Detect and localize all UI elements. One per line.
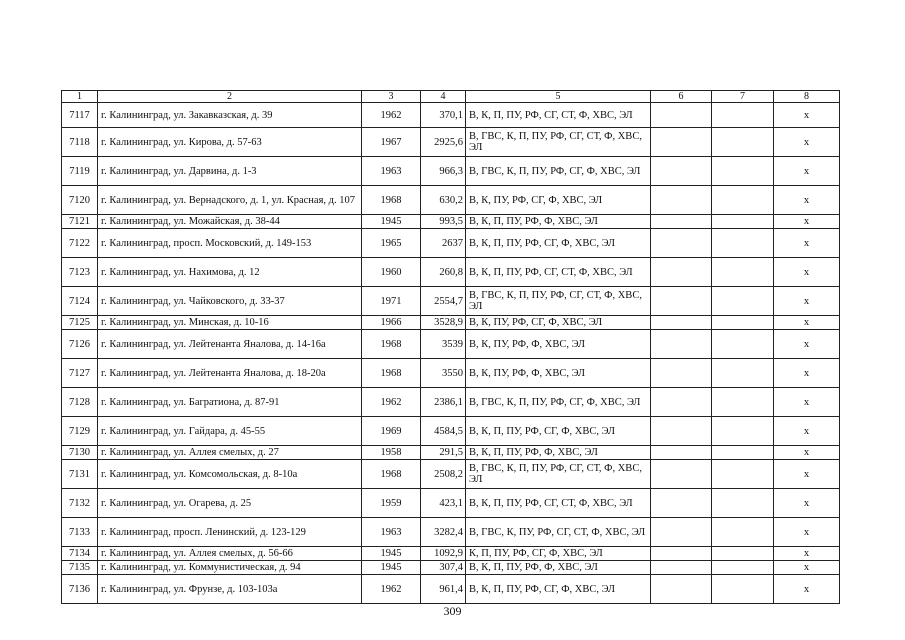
- address-cell: г. Калининград, ул. Вернадского, д. 1, ул. Красная, д. 107: [98, 186, 362, 215]
- column-7-cell: [712, 359, 774, 388]
- table-row: [62, 229, 840, 258]
- table-row: [62, 258, 840, 287]
- utilities-cell: В, К, ПУ, РФ, СГ, Ф, ХВС, ЭЛ: [466, 186, 651, 215]
- address-cell: г. Калининград, ул. Комсомольская, д. 8-10а: [98, 460, 362, 489]
- column-7-cell: [712, 229, 774, 258]
- utilities-cell: В, К, ПУ, РФ, СГ, Ф, ХВС, ЭЛ: [466, 316, 651, 330]
- column-6-cell: [651, 103, 712, 128]
- mark-cell: х: [774, 229, 840, 258]
- column-7-cell: [712, 575, 774, 604]
- year-cell: 1967: [362, 128, 421, 157]
- table-row: [62, 186, 840, 215]
- address-cell: г. Калининград, ул. Минская, д. 10-16: [98, 316, 362, 330]
- mark-cell: х: [774, 359, 840, 388]
- year-cell: 1969: [362, 417, 421, 446]
- column-7-cell: [712, 460, 774, 489]
- year-cell: 1962: [362, 103, 421, 128]
- utilities-cell: В, ГВС, К, П, ПУ, РФ, СГ, Ф, ХВС, ЭЛ: [466, 157, 651, 186]
- utilities-cell: В, К, ПУ, РФ, Ф, ХВС, ЭЛ: [466, 330, 651, 359]
- mark-cell: х: [774, 258, 840, 287]
- area-cell: 2925,6: [421, 128, 466, 157]
- year-cell: 1968: [362, 460, 421, 489]
- table-row: [62, 489, 840, 518]
- row-number: 7121: [62, 215, 98, 229]
- area-cell: 3282,4: [421, 518, 466, 547]
- utilities-cell: В, К, ПУ, РФ, Ф, ХВС, ЭЛ: [466, 359, 651, 388]
- page-number: 309: [443, 604, 462, 618]
- year-cell: 1968: [362, 359, 421, 388]
- row-number: 7135: [62, 561, 98, 575]
- mark-cell: х: [774, 518, 840, 547]
- year-cell: 1963: [362, 518, 421, 547]
- header-col-8: 8: [774, 91, 840, 103]
- address-cell: г. Калининград, ул. Огарева, д. 25: [98, 489, 362, 518]
- area-cell: 2637: [421, 229, 466, 258]
- column-6-cell: [651, 157, 712, 186]
- mark-cell: х: [774, 287, 840, 316]
- area-cell: 2554,7: [421, 287, 466, 316]
- header-row: [62, 91, 840, 103]
- utilities-cell: В, К, П, ПУ, РФ, СГ, СТ, Ф, ХВС, ЭЛ: [466, 258, 651, 287]
- area-cell: 3528,9: [421, 316, 466, 330]
- column-6-cell: [651, 287, 712, 316]
- row-number: 7122: [62, 229, 98, 258]
- address-cell: г. Калининград, ул. Закавказская, д. 39: [98, 103, 362, 128]
- area-cell: 307,4: [421, 561, 466, 575]
- address-cell: г. Калининград, ул. Фрунзе, д. 103-103а: [98, 575, 362, 604]
- column-7-cell: [712, 186, 774, 215]
- column-7-cell: [712, 518, 774, 547]
- column-7-cell: [712, 128, 774, 157]
- year-cell: 1945: [362, 215, 421, 229]
- table-row: [62, 561, 840, 575]
- area-cell: 966,3: [421, 157, 466, 186]
- column-6-cell: [651, 258, 712, 287]
- table-row: [62, 446, 840, 460]
- address-cell: г. Калининград, ул. Нахимова, д. 12: [98, 258, 362, 287]
- row-number: 7128: [62, 388, 98, 417]
- column-6-cell: [651, 316, 712, 330]
- address-cell: г. Калининград, ул. Багратиона, д. 87-91: [98, 388, 362, 417]
- address-cell: г. Калининград, ул. Коммунистическая, д. 94: [98, 561, 362, 575]
- column-6-cell: [651, 330, 712, 359]
- table-row: [62, 575, 840, 604]
- mark-cell: х: [774, 489, 840, 518]
- utilities-cell: В, К, П, ПУ, РФ, СГ, Ф, ХВС, ЭЛ: [466, 229, 651, 258]
- mark-cell: х: [774, 103, 840, 128]
- mark-cell: х: [774, 417, 840, 446]
- row-number: 7117: [62, 103, 98, 128]
- column-6-cell: [651, 575, 712, 604]
- year-cell: 1966: [362, 316, 421, 330]
- area-cell: 3539: [421, 330, 466, 359]
- column-6-cell: [651, 388, 712, 417]
- table-row: [62, 547, 840, 561]
- row-number: 7136: [62, 575, 98, 604]
- area-cell: 993,5: [421, 215, 466, 229]
- row-number: 7119: [62, 157, 98, 186]
- column-6-cell: [651, 186, 712, 215]
- area-cell: 423,1: [421, 489, 466, 518]
- row-number: 7131: [62, 460, 98, 489]
- area-cell: 260,8: [421, 258, 466, 287]
- year-cell: 1971: [362, 287, 421, 316]
- utilities-cell: К, П, ПУ, РФ, СГ, Ф, ХВС, ЭЛ: [466, 547, 651, 561]
- mark-cell: х: [774, 388, 840, 417]
- column-6-cell: [651, 460, 712, 489]
- column-6-cell: [651, 446, 712, 460]
- table-row: [62, 157, 840, 186]
- mark-cell: х: [774, 316, 840, 330]
- area-cell: 291,5: [421, 446, 466, 460]
- year-cell: 1962: [362, 388, 421, 417]
- area-cell: 1092,9: [421, 547, 466, 561]
- table-row: [62, 417, 840, 446]
- column-7-cell: [712, 316, 774, 330]
- column-6-cell: [651, 547, 712, 561]
- utilities-cell: В, ГВС, К, П, ПУ, РФ, СГ, Ф, ХВС, ЭЛ: [466, 388, 651, 417]
- address-cell: г. Калининград, ул. Кирова, д. 57-63: [98, 128, 362, 157]
- column-7-cell: [712, 446, 774, 460]
- header-col-2: 2: [98, 91, 362, 103]
- row-number: 7124: [62, 287, 98, 316]
- utilities-cell: В, К, П, ПУ, РФ, СГ, СТ, Ф, ХВС, ЭЛ: [466, 103, 651, 128]
- area-cell: 2386,1: [421, 388, 466, 417]
- utilities-cell: В, К, П, ПУ, РФ, Ф, ХВС, ЭЛ: [466, 446, 651, 460]
- table-row: [62, 330, 840, 359]
- column-7-cell: [712, 417, 774, 446]
- table-row: [62, 460, 840, 489]
- column-6-cell: [651, 229, 712, 258]
- year-cell: 1963: [362, 157, 421, 186]
- row-number: 7133: [62, 518, 98, 547]
- year-cell: 1962: [362, 575, 421, 604]
- utilities-cell: В, К, П, ПУ, РФ, Ф, ХВС, ЭЛ: [466, 215, 651, 229]
- column-7-cell: [712, 215, 774, 229]
- table-row: [62, 103, 840, 128]
- year-cell: 1960: [362, 258, 421, 287]
- column-7-cell: [712, 103, 774, 128]
- table-row: [62, 215, 840, 229]
- table-row: [62, 359, 840, 388]
- utilities-cell: В, К, П, ПУ, РФ, СГ, Ф, ХВС, ЭЛ: [466, 417, 651, 446]
- housing-table: [61, 90, 840, 604]
- column-6-cell: [651, 128, 712, 157]
- column-6-cell: [651, 359, 712, 388]
- table-row: [62, 316, 840, 330]
- address-cell: г. Калининград, ул. Чайковского, д. 33-37: [98, 287, 362, 316]
- row-number: 7118: [62, 128, 98, 157]
- address-cell: г. Калининград, ул. Дарвина, д. 1-3: [98, 157, 362, 186]
- area-cell: 630,2: [421, 186, 466, 215]
- mark-cell: х: [774, 547, 840, 561]
- row-number: 7130: [62, 446, 98, 460]
- utilities-cell: В, К, П, ПУ, РФ, СГ, СТ, Ф, ХВС, ЭЛ: [466, 489, 651, 518]
- year-cell: 1958: [362, 446, 421, 460]
- utilities-cell: В, ГВС, К, П, ПУ, РФ, СГ, СТ, Ф, ХВС, ЭЛ: [466, 128, 651, 157]
- mark-cell: х: [774, 446, 840, 460]
- row-number: 7134: [62, 547, 98, 561]
- address-cell: г. Калининград, ул. Аллея смелых, д. 56-66: [98, 547, 362, 561]
- row-number: 7120: [62, 186, 98, 215]
- header-col-6: 6: [651, 91, 712, 103]
- row-number: 7127: [62, 359, 98, 388]
- header-col-5: 5: [466, 91, 651, 103]
- area-cell: 2508,2: [421, 460, 466, 489]
- table-row: [62, 128, 840, 157]
- column-7-cell: [712, 489, 774, 518]
- year-cell: 1945: [362, 547, 421, 561]
- area-cell: 961,4: [421, 575, 466, 604]
- table-row: [62, 518, 840, 547]
- header-col-4: 4: [421, 91, 466, 103]
- column-7-cell: [712, 388, 774, 417]
- mark-cell: х: [774, 575, 840, 604]
- utilities-cell: В, ГВС, К, П, ПУ, РФ, СГ, СТ, Ф, ХВС, ЭЛ: [466, 287, 651, 316]
- area-cell: 4584,5: [421, 417, 466, 446]
- utilities-cell: В, ГВС, К, П, ПУ, РФ, СГ, СТ, Ф, ХВС, ЭЛ: [466, 460, 651, 489]
- address-cell: г. Калининград, ул. Аллея смелых, д. 27: [98, 446, 362, 460]
- address-cell: г. Калининград, ул. Лейтенанта Яналова, д. 18-20а: [98, 359, 362, 388]
- address-cell: г. Калининград, просп. Ленинский, д. 123-129: [98, 518, 362, 547]
- mark-cell: х: [774, 186, 840, 215]
- mark-cell: х: [774, 215, 840, 229]
- column-7-cell: [712, 547, 774, 561]
- address-cell: г. Калининград, просп. Московский, д. 149-153: [98, 229, 362, 258]
- mark-cell: х: [774, 561, 840, 575]
- utilities-cell: В, К, П, ПУ, РФ, СГ, Ф, ХВС, ЭЛ: [466, 575, 651, 604]
- column-7-cell: [712, 330, 774, 359]
- row-number: 7129: [62, 417, 98, 446]
- table-row: [62, 287, 840, 316]
- column-6-cell: [651, 518, 712, 547]
- area-cell: 3550: [421, 359, 466, 388]
- header-col-3: 3: [362, 91, 421, 103]
- row-number: 7132: [62, 489, 98, 518]
- area-cell: 370,1: [421, 103, 466, 128]
- column-6-cell: [651, 489, 712, 518]
- mark-cell: х: [774, 460, 840, 489]
- column-6-cell: [651, 561, 712, 575]
- year-cell: 1959: [362, 489, 421, 518]
- column-7-cell: [712, 287, 774, 316]
- column-6-cell: [651, 215, 712, 229]
- header-col-1: 1: [62, 91, 98, 103]
- year-cell: 1968: [362, 186, 421, 215]
- year-cell: 1965: [362, 229, 421, 258]
- address-cell: г. Калининград, ул. Лейтенанта Яналова, д. 14-16а: [98, 330, 362, 359]
- mark-cell: х: [774, 330, 840, 359]
- column-7-cell: [712, 157, 774, 186]
- header-col-7: 7: [712, 91, 774, 103]
- mark-cell: х: [774, 157, 840, 186]
- year-cell: 1945: [362, 561, 421, 575]
- column-7-cell: [712, 561, 774, 575]
- table-row: [62, 388, 840, 417]
- row-number: 7123: [62, 258, 98, 287]
- row-number: 7125: [62, 316, 98, 330]
- utilities-cell: В, К, П, ПУ, РФ, Ф, ХВС, ЭЛ: [466, 561, 651, 575]
- address-cell: г. Калининград, ул. Гайдара, д. 45-55: [98, 417, 362, 446]
- year-cell: 1968: [362, 330, 421, 359]
- address-cell: г. Калининград, ул. Можайская, д. 38-44: [98, 215, 362, 229]
- column-7-cell: [712, 258, 774, 287]
- row-number: 7126: [62, 330, 98, 359]
- column-6-cell: [651, 417, 712, 446]
- utilities-cell: В, ГВС, К, ПУ, РФ, СГ, СТ, Ф, ХВС, ЭЛ: [466, 518, 651, 547]
- mark-cell: х: [774, 128, 840, 157]
